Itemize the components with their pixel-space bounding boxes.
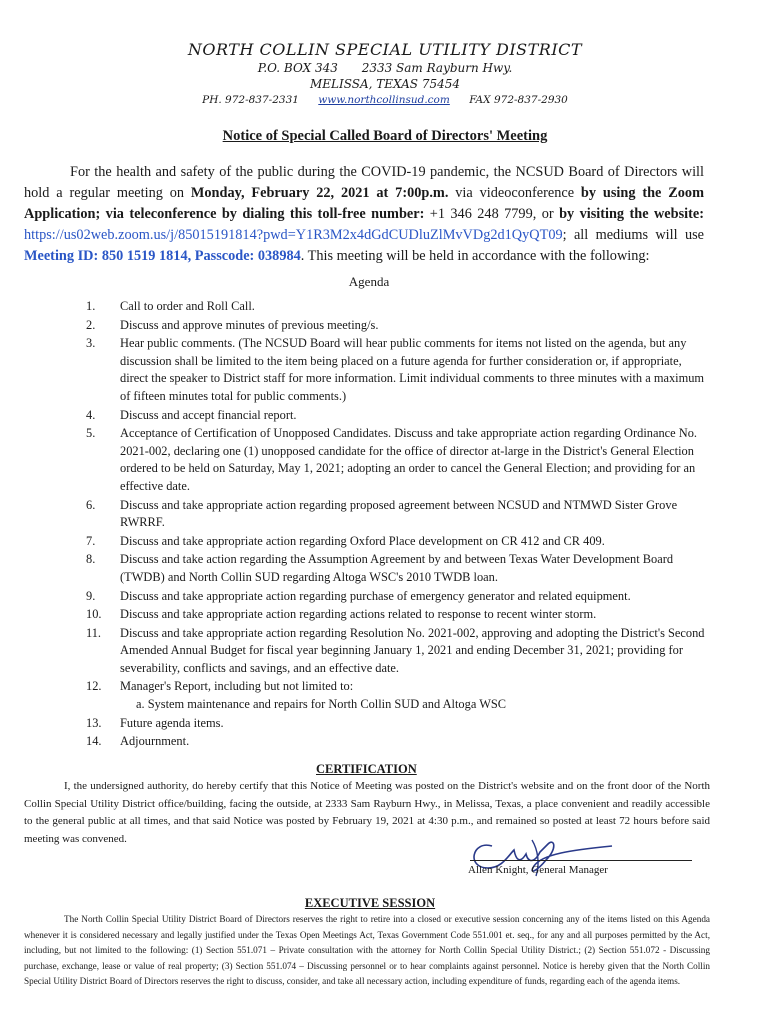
agenda-item-text: Call to order and Roll Call. [120, 299, 255, 313]
agenda-item-text: Discuss and approve minutes of previous meeting/s. [120, 317, 379, 332]
intro-text-5: . This meeting will be held in accordance with the following: [300, 248, 650, 264]
website-link[interactable]: www.northcollinsud.com [318, 94, 450, 106]
signer-name: Allen Knight, General Manager [468, 864, 608, 876]
agenda-item-text: Discuss and take appropriate action regarding proposed agreement between NCSUD and NTMWD Sister Grove RWRRF. [120, 497, 678, 530]
agenda-item-number: 6. [86, 497, 96, 512]
agenda-item-number: 1. [86, 299, 96, 313]
agenda-item [72, 551, 712, 586]
meeting-id: Meeting ID: 850 1519 1814, Passcode: 038984 [24, 248, 301, 264]
agenda-item-number: 11. [86, 625, 102, 640]
agenda-item-number: 3. [86, 336, 96, 351]
intro-paragraph [24, 162, 704, 267]
agenda-item-number: 7. [86, 533, 96, 548]
mailing-address [0, 60, 770, 76]
agenda-list [72, 298, 712, 752]
agenda-item [72, 298, 712, 316]
agenda-item-text: Discuss and take appropriate action regarding actions related to response to recent winter storm. [120, 607, 597, 622]
agenda-item-number: 2. [86, 317, 96, 332]
agenda-item [72, 407, 712, 425]
intro-text-4: ; all mediums will use [562, 227, 704, 243]
agenda-item [72, 715, 712, 733]
agenda-item-number: 10. [86, 607, 102, 622]
agenda-item [72, 588, 712, 606]
zoom-instructions: by using the Zoom Application; via teleconference by dialing this toll-free number: [24, 185, 704, 222]
city-line: MELISSA, TEXAS 75454 [309, 77, 461, 91]
agenda-item-text: Discuss and take appropriate action regarding Resolution No. 2021-002, approving and adopting the District's Second Amended Annual Budget for fiscal year beginning January 1, 2021 and ending December 31, 2021; providing for severability, conflicts and savings, and an effective date. [120, 625, 705, 675]
intro-text-3: , or [532, 206, 560, 222]
website-lead: by visiting the website: [559, 206, 704, 222]
agenda-item [72, 497, 712, 532]
agenda-item-number: 13. [86, 715, 102, 730]
agenda-heading: Agenda [348, 274, 390, 289]
meeting-datetime: Monday, February 22, 2021 at 7:00p.m. [190, 185, 449, 201]
agenda-item-number: 4. [86, 407, 96, 422]
fax-number: FAX 972-837-2930 [469, 94, 568, 106]
agenda-item-text: Discuss and take action regarding the Assumption Agreement by and between Texas Water Development Board (TWDB) and North Collin SUD regarding Altoga WSC's 2010 TWDB loan. [120, 552, 674, 584]
agenda-item-number: 9. [86, 588, 96, 603]
letterhead [0, 40, 770, 108]
zoom-url-link[interactable]: https://us02web.zoom.us/j/85015191814?pwd=Y1R3M2x4dGdCUDluZlMvVDg2d1QyQT09 [24, 227, 563, 243]
agenda-item-number: 5. [86, 426, 96, 441]
certification-text: I, the undersigned authority, do hereby certify that this Notice of Meeting was posted on the District's website and on the front door of the North Collin Special Utility District office/building, facing the outside, at 2333 Sam Rayburn Hwy., in Melissa, Texas, a place convenient and readily accessible to the general public at all times, and that said Notice was posted by February 19, 2021 at 4:30 p.m., and remained so posted at least 72 hours before said meeting was convened. [24, 780, 710, 845]
phone-number: PH. 972-837-2331 [202, 94, 299, 106]
agenda-item-text: Hear public comments. (The NCSUD Board will hear public comments for items not listed on the agenda, but any discussion shall be limited to the item being placed on a future agenda for further consideration or, if appropriate, direct the speaker to District staff for more information. Limit individual comments to three minutes with a maximum of fifteen minutes total for public comments.) [120, 336, 705, 403]
agenda-item [72, 733, 712, 751]
agenda-item-text: Discuss and accept financial report. [120, 407, 297, 422]
notice-title: Notice of Special Called Board of Directors' Meeting [222, 128, 548, 144]
intro-text-1: For the health and safety of the public during the COVID-19 pandemic, the NCSUD Board of Directors will hold a regular meeting on [24, 164, 704, 201]
agenda-item [72, 533, 712, 551]
dial-in-number: +1 346 248 7799 [424, 206, 533, 222]
executive-session-text: The North Collin Special Utility District Board of Directors reserves the right to retire into a closed or executive session concerning any of the items listed on this Agenda whenever it is considered necessary and legally justified under the Texas Open Meetings Act, Texas Government Code 551.001 et. seq., for any and all purposes permitted by the Act, including, but not limited to the following: (1) Section 551.071 – Private consultation with the attorney for North Collin Special Utility District.; (2) Section 551.072 - Discussing purchase, exchange, lease or value of real property; (3) Section 551.074 – Discussing personnel or to hear complaints against personnel. Notice is hereby given that the North Collin Special Utility District Board of Directors reserves the right to discuss, consider, and take all necessary action, including expenditure of funds, regarding each of the agenda items. [24, 914, 710, 987]
signature-line [470, 860, 692, 861]
certification-title: CERTIFICATION [316, 762, 417, 776]
agenda-item-text: Discuss and take appropriate action regarding purchase of emergency generator and related equipment. [120, 588, 631, 603]
intro-text-2: via videoconference [448, 185, 581, 201]
po-box: P.O. BOX 343 [257, 61, 338, 75]
agenda-item-text: Future agenda items. [120, 715, 224, 730]
agenda-item [72, 335, 712, 405]
agenda-item-number: 14. [86, 734, 102, 749]
agenda-item-text: Manager's Report, including but not limited to: [120, 679, 354, 694]
agenda-item [72, 425, 712, 495]
executive-session-title: EXECUTIVE SESSION [304, 896, 436, 910]
agenda-item [72, 678, 712, 713]
agenda-item [72, 606, 712, 624]
street-address: 2333 Sam Rayburn Hwy. [361, 61, 513, 75]
agenda-item [72, 317, 712, 335]
agenda-item [72, 625, 712, 678]
agenda-item-text: Discuss and take appropriate action regarding Oxford Place development on CR 412 and CR 409. [120, 533, 605, 548]
agenda-item-number: 8. [86, 552, 96, 567]
agenda-subitem: a. System maintenance and repairs for North Collin SUD and Altoga WSC [136, 697, 507, 712]
agenda-item-text: Adjournment. [120, 734, 190, 749]
contact-line [0, 92, 770, 108]
agenda-item-text: Acceptance of Certification of Unopposed Candidates. Discuss and take appropriate action regarding Ordinance No. 2021-002, declaring one (1) unopposed candidate for the office of director at-large in the District's General Election ordered to be held on Saturday, May 1, 2021; adopting an order to cancel the General Election; and providing for an effective date. [120, 426, 697, 493]
district-name: NORTH COLLIN SPECIAL UTILITY DISTRICT [187, 40, 583, 59]
agenda-item-number: 12. [86, 679, 102, 694]
